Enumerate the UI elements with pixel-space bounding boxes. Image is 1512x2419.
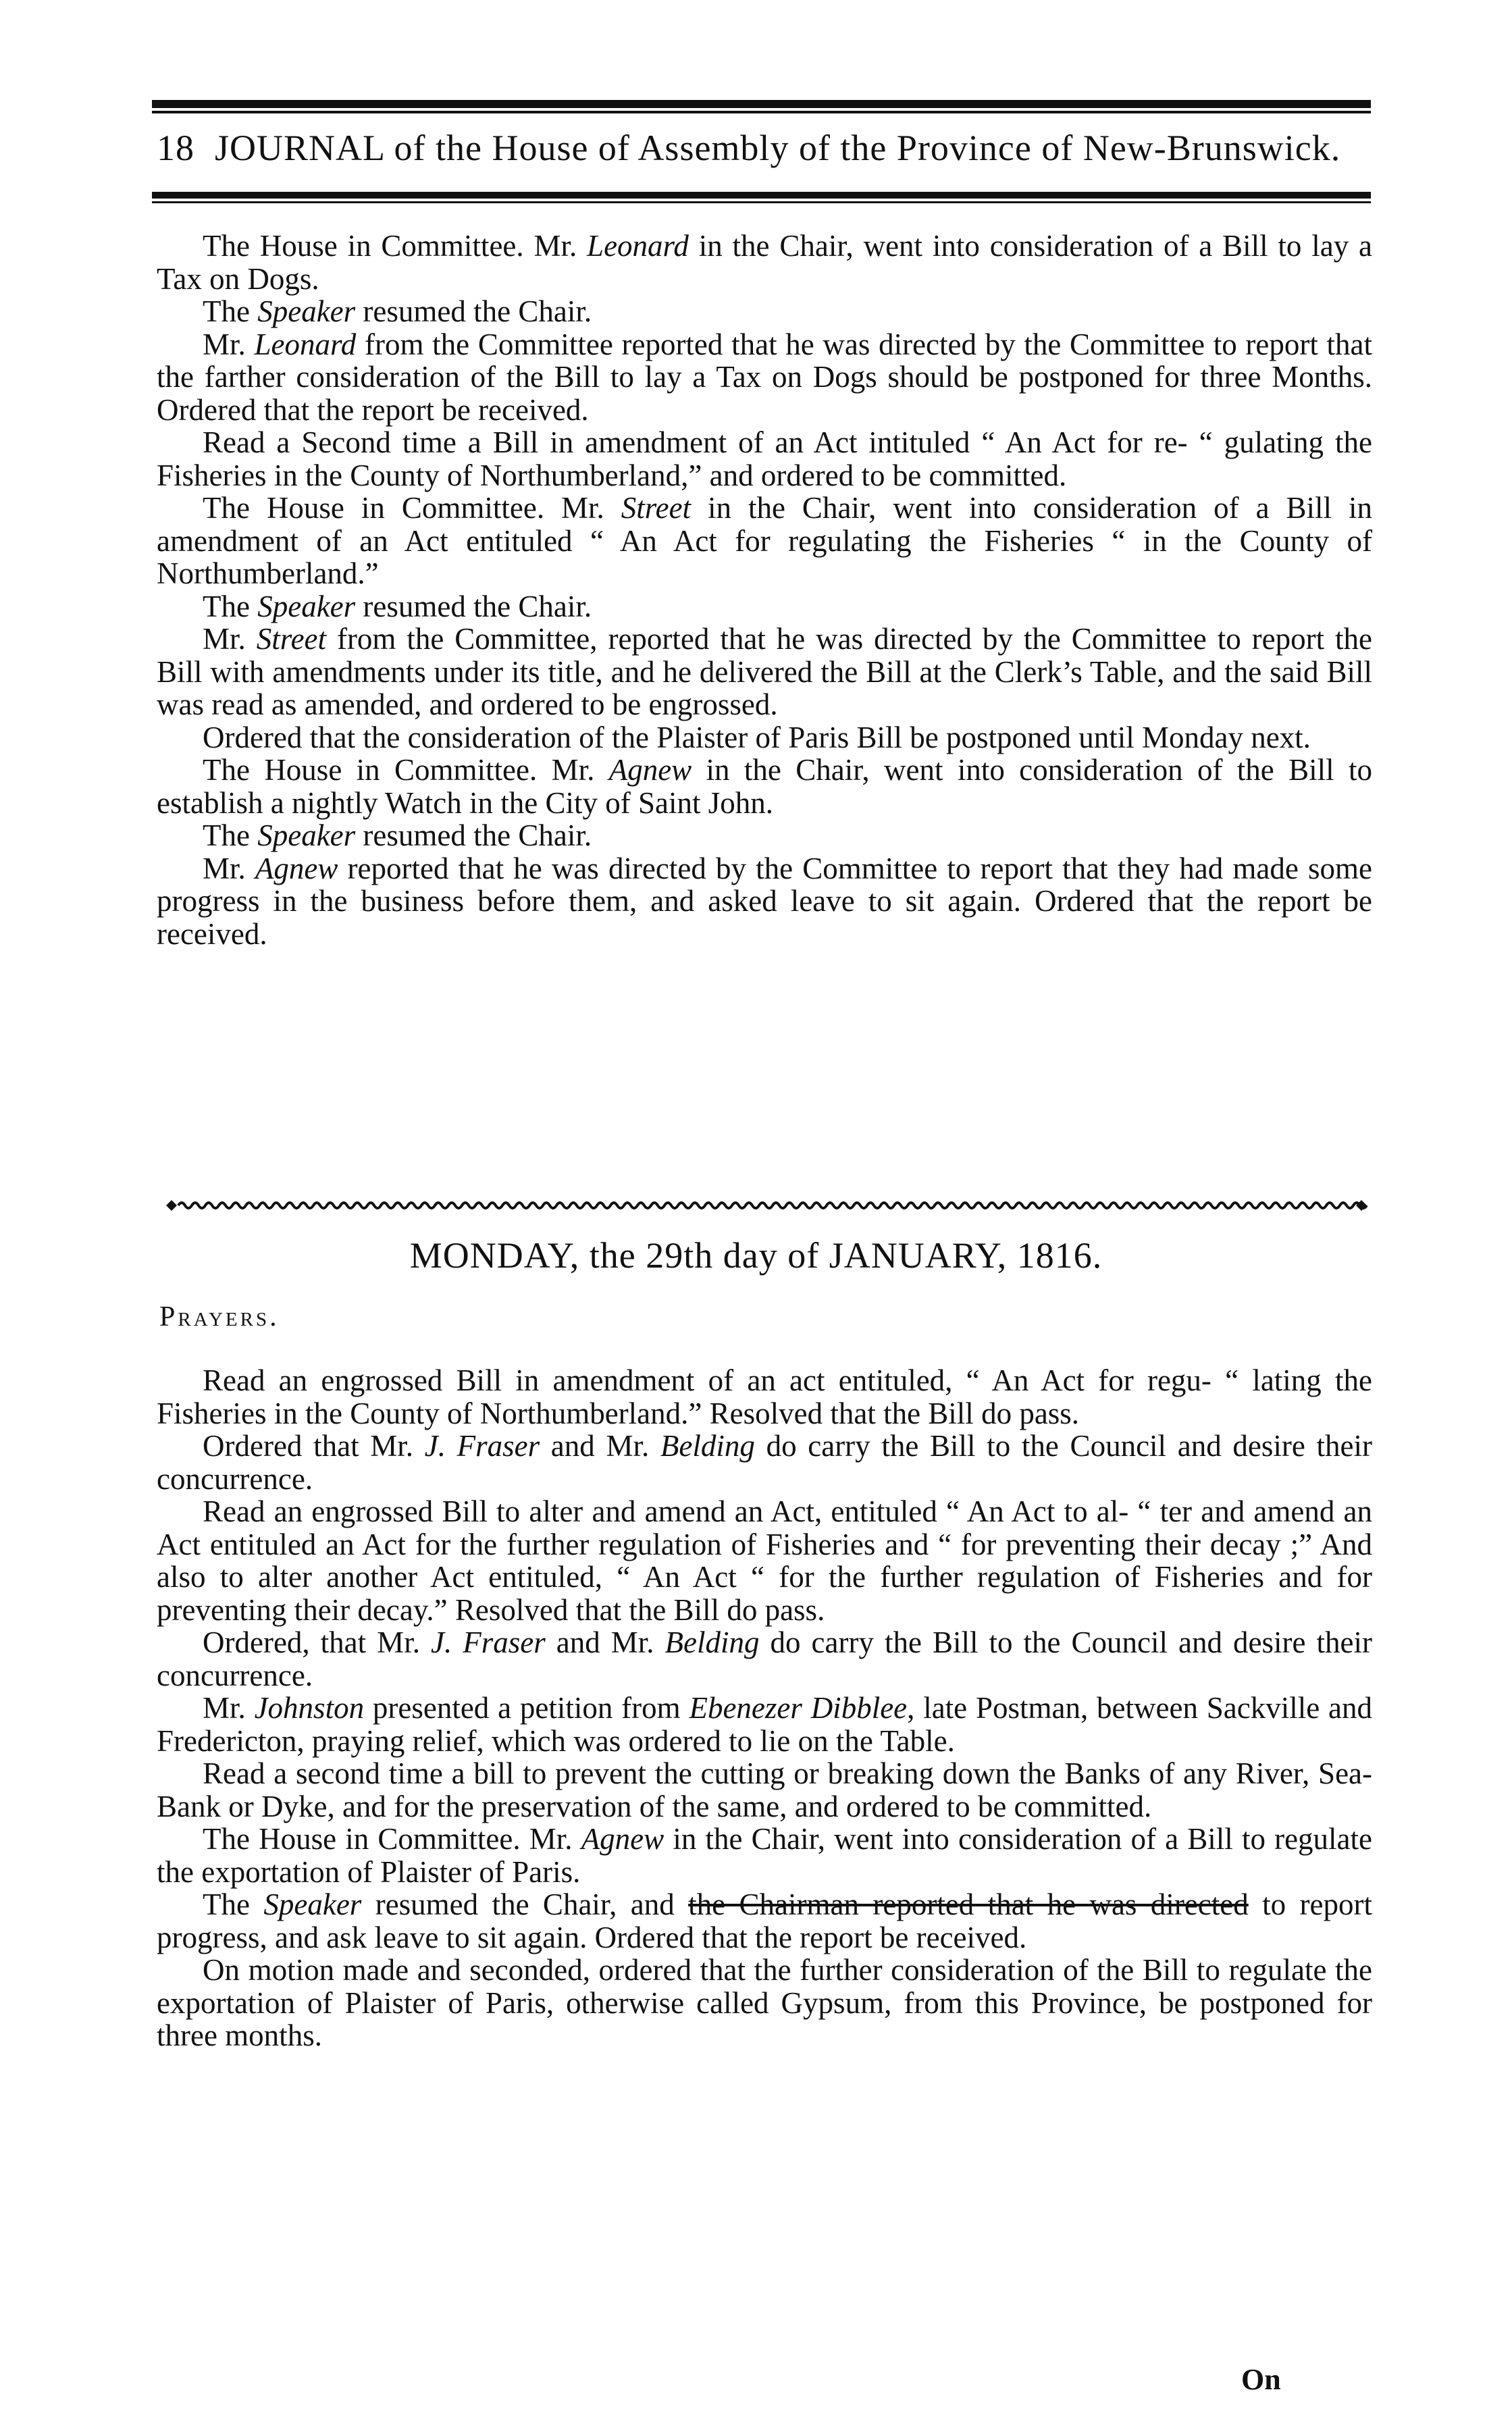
top-rule-thin bbox=[152, 111, 1371, 113]
section-two bbox=[157, 1364, 1372, 2052]
header-rule-thick bbox=[152, 192, 1371, 199]
entry: Mr. Agnew reported that he was directed by the Committee to report that they had made some progress in the business before them, and asked leave to sit again. Ordered that the report be received. bbox=[157, 851, 1372, 951]
entry: Mr. Street from the Committee, reported that he was directed by the Committee to report the Bill with amendments under its title, and he delivered the Bill at the Clerk’s Table, and the said Bill was read as amended, and ordered to be engrossed. bbox=[157, 622, 1373, 721]
page-number: 18 bbox=[157, 128, 194, 168]
entry: The House in Committee. Mr. Agnew in the Chair, went into consideration of the Bill to establish a nightly Watch in the City of Saint John. bbox=[157, 753, 1372, 820]
entry: The Speaker resumed the Chair. bbox=[203, 294, 592, 328]
entry: Ordered, that Mr. J. Fraser and Mr. Belding do carry the Bill to the Council and desire their concurrence. bbox=[157, 1625, 1372, 1692]
prayers-label: Prayers. bbox=[159, 1301, 280, 1332]
header-rule-thin bbox=[152, 201, 1371, 203]
entry: Ordered that the consideration of the Plaister of Paris Bill be postponed until Monday next. bbox=[203, 720, 1311, 754]
entry: The House in Committee. Mr. Leonard in the Chair, went into consideration of a Bill to lay a Tax on Dogs. bbox=[157, 229, 1372, 296]
entry: The House in Committee. Mr. Agnew in the Chair, went into consideration of a Bill to regulate the exportation of Plaister of Paris. bbox=[157, 1822, 1373, 1889]
entry: The House in Committee. Mr. Street in the Chair, went into consideration of a Bill in amendment of an Act entituled “ An Act for regulating the Fisheries “ in the County of Northumberland.” bbox=[157, 491, 1372, 590]
day-heading: MONDAY, the 29th day of JANUARY, 1816. bbox=[409, 1235, 1103, 1276]
entry: Mr. Johnston presented a petition from Ebenezer Dibblee, late Postman, between Sackville and Fredericton, praying relief, which was ordered to lie on the Table. bbox=[157, 1691, 1372, 1758]
entry: Read an engrossed Bill to alter and amend an Act, entituled “ An Act to al- “ ter and amend an Act entituled an Act for the further regulation of Fisheries and “ for preventing their decay ;” And also to alter another Act entituled, “ An Act “ for the further regulation of Fisheries and for preventing their decay.” Resolved that the Bill do pass. bbox=[157, 1494, 1372, 1627]
entry: Mr. Leonard from the Committee reported that he was directed by the Committee to report that the farther consideration of the Bill to lay a Tax on Dogs should be postponed for three Months. Ordered that the report be received. bbox=[157, 327, 1373, 427]
ornamental-divider bbox=[162, 1197, 1371, 1214]
entry: Read an engrossed Bill in amendment of an act entituled, “ An Act for regu- “ lating the Fisheries in the County of Northumberland.” Resolved that the Bill do pass. bbox=[157, 1363, 1372, 1430]
top-rule-thick bbox=[152, 100, 1371, 108]
catchword: On bbox=[1241, 2363, 1281, 2396]
entry: The Speaker resumed the Chair, and the Chairman reported that he was directed to report progress, and ask leave to sit again. Ordered that the report be received. bbox=[157, 1888, 1373, 1954]
entry: Read a Second time a Bill in amendment of an Act intituled “ An Act for re- “ gulating the Fisheries in the County of Northumberland,” and ordered to be committed. bbox=[157, 425, 1372, 492]
entry: On motion made and seconded, ordered that the further consideration of the Bill to regulate the exportation of Plaister of Paris, otherwise called Gypsum, from this Province, be postponed for three months. bbox=[157, 1953, 1372, 2052]
entry: The Speaker resumed the Chair. bbox=[203, 589, 592, 623]
entry: Read a second time a bill to prevent the cutting or breaking down the Banks of any River, Sea-Bank or Dyke, and for the preservation of the same, and ordered to be committed. bbox=[157, 1757, 1372, 1823]
section-one bbox=[157, 230, 1372, 950]
running-header bbox=[157, 127, 1372, 169]
entry: The Speaker resumed the Chair. bbox=[203, 818, 592, 852]
journal-title: JOURNAL of the House of Assembly of the Province of New-Brunswick. bbox=[215, 128, 1341, 168]
entry: Ordered that Mr. J. Fraser and Mr. Belding do carry the Bill to the Council and desire their concurrence. bbox=[157, 1429, 1372, 1496]
